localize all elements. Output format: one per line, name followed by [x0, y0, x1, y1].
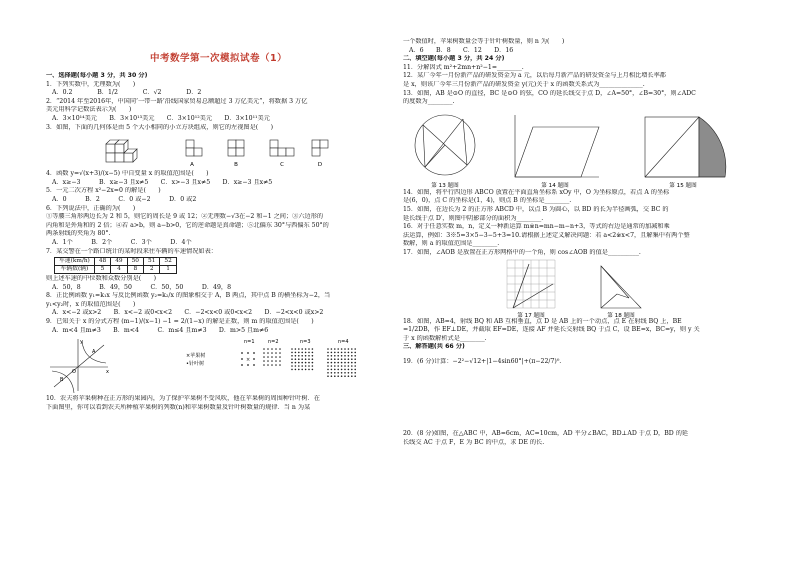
question-16-line-2: 法运算，例如：3※5=3×5−3−5+3=10.请根据上述定义解决问题：若 a<2※x<7，且解集中有两个整 — [403, 231, 690, 239]
question-19: 19．(6 分)计算：−2²−√12+|1−4sin60°|+(π−22/7)⁰. — [403, 357, 562, 365]
tree-dot — [301, 359, 303, 361]
tree-dot — [267, 360, 269, 362]
tree-dot — [344, 348, 346, 350]
question-4: 4．函数 y=√(x+3)/(x−5) 中自变量 x 的取值范围是( ) — [46, 170, 209, 178]
tree-dot — [279, 364, 281, 366]
question-5-options: A．0 B．2 C．0 或−2 D．0 或2 — [52, 195, 197, 203]
view-option-d — [312, 140, 328, 156]
tree-dot — [331, 362, 333, 364]
tree-dot — [295, 359, 297, 361]
table-header-cell: 车辆数(辆) — [55, 266, 95, 274]
tree-dot — [341, 352, 343, 354]
tree-dot — [351, 352, 353, 354]
tree-dot — [348, 352, 350, 354]
tree-dot — [344, 362, 346, 364]
caption-fig15: 第 15 题图 — [669, 182, 697, 189]
tree-dot — [327, 369, 329, 371]
tree-grid-n2 — [263, 348, 281, 366]
tree-dot — [308, 355, 310, 357]
view-option-c — [270, 140, 294, 156]
tree-dot — [301, 352, 303, 354]
question-16-line-1: 16．对于任意实数 m，n，定义一种新运算 m※n=mn−m−n+3，等式的右边是通常的加减和乘 — [403, 223, 670, 231]
geometry-figures-row — [403, 107, 755, 189]
question-2-line-1: 2．“2014 年至2016年，中国同‘一带一路’沿线国家贸易总额超过 3 万亿美元”，将数据 3 万亿 — [46, 97, 308, 105]
tree-dot — [327, 355, 329, 357]
tree-dot — [263, 364, 265, 366]
tree-dot — [312, 362, 314, 364]
tree-dot — [267, 348, 269, 350]
question-18-line-3: 于 x 的函数解析式是________. — [403, 334, 487, 342]
table-cell: 49 — [111, 258, 127, 266]
tree-dot — [354, 355, 356, 357]
tree-dot — [341, 365, 343, 367]
question-9-options: A．m<4 且m≠3 B．m<4 C．m≤4 且m≠3 D．m>5 且m≠6 — [52, 326, 269, 334]
tree-dot — [351, 348, 353, 350]
question-5: 5．一元二次方程 x²−2x=0 的解是( ) — [46, 187, 161, 195]
axis-y-label: y — [80, 339, 83, 346]
tree-dot — [298, 355, 300, 357]
question-13-line-2: 的度数为________. — [403, 98, 455, 106]
tree-dot — [327, 365, 329, 367]
tree-dot — [344, 376, 346, 378]
tree-dot — [291, 355, 293, 357]
question-7: 7．某交警在一个路口统计的某时段来往车辆的车速情况如表： — [46, 247, 217, 255]
question-12-line-1: 12．某厂今年一月份新产品的研发资金为 a 元，以后每月新产品的研发资金与上月相比增长率都 — [403, 72, 666, 80]
question-6-line-3: 两条射线的夹角为 80°. — [46, 230, 111, 238]
question-10-line-2: 下面图里，你可以看到农夫所种植苹果树的列数(n)和苹果树数量及针叶树数量的规律．当 n 为某 — [46, 403, 311, 411]
grid-and-triangle-figures — [403, 258, 755, 318]
table-cell: 8 — [127, 266, 143, 274]
square-arc-figure — [645, 117, 726, 177]
tree-dot — [301, 369, 303, 371]
tree-dot — [267, 356, 269, 358]
tree-dot — [341, 348, 343, 350]
tree-dot — [334, 355, 336, 357]
tree-dot — [334, 359, 336, 361]
figures-13-15 — [403, 107, 755, 189]
question-4-options: A．x≥−3 B．x≥−3 且x≠5 C．x>−3 且x≠5 D．x≥−3 且x≠5 — [52, 178, 273, 186]
question-13-line-1: 13．如图，AB 是⊙O 的直径，BC 是⊙O 的弦，CO 的延长线交于点 D，∠A=50°，∠B=30°，则∠ADC — [403, 89, 696, 97]
legend-pine: •针叶树 — [186, 361, 204, 368]
tree-dot — [351, 376, 353, 378]
tree-dot — [305, 369, 307, 371]
question-6-line-1: ①等腰三角形两边长为 2 和 5，则它的周长是 9 或 12；②无理数−√3在−2 和−1 之间；③六边形的 — [46, 213, 324, 221]
tree-dot — [327, 348, 329, 350]
tree-dot — [354, 352, 356, 354]
tree-dot — [334, 372, 336, 374]
tree-dot — [341, 362, 343, 364]
question-8-line-2: y₁<y₂时，x 的取值范围是( ) — [46, 300, 136, 308]
tree-dot — [275, 352, 277, 354]
tree-dot — [334, 376, 336, 378]
tree-dot — [334, 362, 336, 364]
figures-9-10 — [46, 335, 391, 395]
table-cell: 51 — [144, 258, 160, 266]
tree-dot — [308, 369, 310, 371]
tree-dot — [298, 352, 300, 354]
tree-dot — [334, 348, 336, 350]
tree-dot — [337, 355, 339, 357]
function-and-tree-figures — [46, 335, 391, 395]
label-d: D — [317, 162, 323, 169]
axis-x-label: x — [106, 369, 109, 376]
n1-label: n=1 — [244, 339, 255, 346]
tree-dot — [334, 365, 336, 367]
tree-dot — [305, 355, 307, 357]
tree-dot — [331, 376, 333, 378]
tree-dot — [331, 352, 333, 354]
table-cell: 2 — [144, 266, 160, 274]
tree-dot — [263, 352, 265, 354]
tree-dot — [271, 356, 273, 358]
tree-dot — [327, 362, 329, 364]
question-18-line-2: =1/2DB，作 EF⊥DE，并截取 EF=DE，连接 AF 并延长交射线 BQ 于点 C，设 BE=x，BC=y，则 y 关 — [403, 326, 700, 334]
tree-dot — [344, 359, 346, 361]
tree-dot — [275, 348, 277, 350]
tree-dot — [344, 365, 346, 367]
tree-dot — [327, 372, 329, 374]
tree-dot — [344, 355, 346, 357]
tree-dot — [271, 360, 273, 362]
tree-dot — [337, 372, 339, 374]
question-6-options: A．1个 B．2个 C．3个 D．4个 — [52, 238, 192, 246]
tree-dot — [308, 348, 310, 350]
tree-dot — [295, 362, 297, 364]
question-12-line-2: 是 x，则该厂今年三月份新产品的研发资金 y(元)关于 x 的函数关系式为______________. — [403, 80, 645, 88]
tree-dot — [337, 359, 339, 361]
tree-dot — [308, 362, 310, 364]
tree-dot — [312, 355, 314, 357]
tree-dot — [348, 362, 350, 364]
question-9: 9．已知关于 x 的分式方程 (m−1)/(x−1) −1 = 2/(1−x) 的解是正数，则 m 的取值范围是( ) — [46, 318, 314, 326]
tree-dot — [308, 359, 310, 361]
tree-dot — [334, 369, 336, 371]
tree-dot — [344, 369, 346, 371]
tree-dot — [354, 348, 356, 350]
tree-dot — [341, 359, 343, 361]
tree-dot — [291, 348, 293, 350]
tree-dot — [305, 348, 307, 350]
tree-dot — [351, 355, 353, 357]
question-15-line-2: 延长线于点 D′，则图中阴影部分的面积为________. — [403, 214, 544, 222]
caption-fig17: 第 17 题图 — [517, 312, 545, 318]
tree-dot — [295, 348, 297, 350]
tree-dot — [351, 372, 353, 374]
tree-dot — [348, 372, 350, 374]
tree-grid-n4 — [327, 348, 356, 377]
caption-fig13: 第 13 题图 — [431, 182, 459, 189]
figures-17-18 — [403, 258, 755, 318]
table-cell: 5 — [94, 266, 110, 274]
table-cell: 48 — [94, 258, 110, 266]
tree-dot — [312, 348, 314, 350]
tree-dot — [312, 352, 314, 354]
circle-figure — [415, 115, 475, 175]
tree-dot — [312, 359, 314, 361]
question-1-options: A．0.2 B．1/2 C．√2 D．2 — [52, 89, 202, 97]
section-answer-header: 三、解答题(共 66 分) — [403, 343, 465, 351]
tree-dot — [351, 362, 353, 364]
tree-dot — [271, 364, 273, 366]
view-option-a — [186, 140, 202, 156]
tree-grid-n1 — [241, 352, 255, 366]
tree-dot — [354, 376, 356, 378]
tree-dot — [348, 376, 350, 378]
tree-dot — [305, 352, 307, 354]
question-6-line-2: 内角和是外角和的 2 倍；④若 a>b，则 a−b>0，它的逆命题是真命题；⑤北偏东 30°与西偏东 50°的 — [46, 221, 329, 229]
label-b: B — [234, 162, 238, 169]
tree-dot — [337, 352, 339, 354]
view-option-b — [228, 140, 244, 156]
question-3: 3．如图，下面的几何体是由 5 个大小相同的小立方块组成，则它的左视图是( ) — [46, 123, 274, 131]
caption-fig18: 第 18 题图 — [607, 312, 635, 318]
tree-dot — [331, 359, 333, 361]
tree-dot — [279, 360, 281, 362]
tree-dot — [331, 348, 333, 350]
tree-dot — [308, 352, 310, 354]
question-10-line-3: 一个数值时，苹果树数量会等于针叶树数量，则 n 为( ) — [403, 38, 565, 45]
n4-label: n=4 — [338, 339, 349, 346]
question-14-line-2: 是(6，0)，点 C 的坐标是(1，4)，则点 B 的坐标是________. — [403, 197, 572, 205]
question-18-line-1: 18．如图，AB=4，射线 BQ 和 AB 互相垂直，点 D 是 AB 上的一个动点，点 E 在射线 BQ 上，BE — [403, 317, 682, 325]
origin-label: O — [72, 369, 76, 376]
tree-dot — [308, 365, 310, 367]
label-a: A — [190, 162, 194, 169]
tree-dot — [351, 365, 353, 367]
tree-dot — [331, 372, 333, 374]
tree-dot — [351, 369, 353, 371]
tree-grid-n3 — [291, 348, 313, 370]
tree-dot — [312, 365, 314, 367]
tree-dot — [279, 356, 281, 358]
tree-dot — [263, 356, 265, 358]
tree-dot — [348, 369, 350, 371]
table-row — [55, 258, 177, 266]
tree-dot — [271, 348, 273, 350]
tree-dot — [344, 372, 346, 374]
tree-dot — [301, 355, 303, 357]
tree-dot — [295, 369, 297, 371]
tree-dot — [279, 352, 281, 354]
question-8-options: A．x<−2 或x>2 B．x<−2 或0<x<2 C．−2<x<0 或0<x<2 D．−2<x<0 或x>2 — [52, 309, 324, 317]
exam-title: 中考数学第一次模拟试卷（1） — [150, 53, 288, 64]
triangle-figure — [601, 266, 641, 308]
question-6: 6．下列说法中，正确的为( ) — [46, 204, 136, 212]
question-2-options: A．3×10¹⁴美元 B．3×10¹³美元 C．3×10¹²美元 D．3×10¹¹美元 — [52, 114, 270, 122]
table-header-cell: 车速(km/h) — [55, 258, 95, 266]
question-15-line-1: 15．如图，在边长为 2 的正方形 ABCD 中，以点 B 为圆心，以 BD 的长为半径画弧，交 BC 的 — [403, 205, 669, 213]
section-choice-header: 一、选择题(每小题 3 分，共 30 分) — [46, 72, 148, 79]
question-7-options: A．50，8 B．49，50 C．50，50 D．49，8 — [52, 283, 232, 291]
question-8-line-1: 8．正比例函数 y₁=k₁x 与反比例函数 y₂=k₂/x 的图象相交于 A，B 两点，其中点 B 的横坐标为−2，当 — [46, 292, 331, 300]
question-20-line-2: 长线交 AC 于点 F，E 为 BC 的中点，求 DE 的长. — [403, 439, 545, 447]
tree-dot — [354, 369, 356, 371]
question-20-line-1: 20．(8 分)如图，在△ABC 中，AB=6cm，AC=10cm，AD 平分∠BAC，BD⊥AD 于点 D，BD 的延 — [403, 430, 689, 438]
tree-dot — [341, 372, 343, 374]
parallelogram-figure — [515, 115, 599, 177]
tree-dot — [354, 362, 356, 364]
question-16-line-3: 数解，则 a 的取值范围是________. — [403, 240, 500, 248]
point-a-label: A — [92, 349, 96, 356]
table-cell: 52 — [160, 258, 176, 266]
question-10-options: A．6 B．8 C．12 D．16 — [409, 46, 514, 54]
question-11: 11．分解因式 m²+2mn+n²−1=________. — [403, 63, 524, 71]
question-7-followup: 则上述车速的中位数和众数分别是( ) — [46, 275, 157, 283]
tree-dot — [327, 376, 329, 378]
tree-dot — [351, 359, 353, 361]
tree-dot — [291, 359, 293, 361]
tree-dot — [354, 372, 356, 374]
tree-dot — [337, 348, 339, 350]
tree-dot — [291, 352, 293, 354]
tree-dot — [271, 352, 273, 354]
tree-dot — [348, 359, 350, 361]
tree-dot — [298, 359, 300, 361]
tree-dot — [291, 369, 293, 371]
tree-dot — [295, 365, 297, 367]
tree-dot — [354, 365, 356, 367]
caption-fig14: 第 14 题图 — [541, 182, 569, 189]
svg-text:×: × — [246, 357, 251, 364]
tree-dot — [337, 362, 339, 364]
tree-dot — [301, 362, 303, 364]
tree-dot — [327, 352, 329, 354]
tree-dot — [298, 365, 300, 367]
tree-dot — [267, 352, 269, 354]
tree-legend — [186, 352, 205, 367]
tree-dot — [275, 360, 277, 362]
question-3-figures — [46, 132, 391, 170]
tree-dot — [295, 355, 297, 357]
tree-dot — [337, 365, 339, 367]
tree-dot — [348, 348, 350, 350]
legend-apple: ×苹果树 — [186, 353, 206, 360]
tree-dot — [331, 369, 333, 371]
tree-dot — [267, 364, 269, 366]
label-c: C — [280, 162, 284, 169]
tree-dot — [337, 369, 339, 371]
table-cell: 1 — [160, 266, 176, 274]
table-row — [55, 266, 177, 274]
n3-label: n=3 — [300, 339, 311, 346]
left-view-options-figure — [46, 132, 391, 170]
cube-solid-figure — [106, 140, 137, 162]
tree-dot — [348, 355, 350, 357]
table-cell: 50 — [127, 258, 143, 266]
tree-dot — [298, 369, 300, 371]
tree-dot — [301, 348, 303, 350]
tree-dot — [344, 352, 346, 354]
tree-dot — [331, 365, 333, 367]
tree-dot — [341, 369, 343, 371]
tree-dot — [305, 365, 307, 367]
tree-dot — [337, 376, 339, 378]
tree-dot — [341, 355, 343, 357]
tree-dot — [334, 352, 336, 354]
speed-table — [54, 257, 177, 274]
tree-dot — [298, 348, 300, 350]
tree-dot — [275, 356, 277, 358]
tree-dot — [275, 364, 277, 366]
tree-dot — [295, 352, 297, 354]
left-column — [46, 44, 391, 412]
tree-dot — [298, 362, 300, 364]
tree-dot — [312, 369, 314, 371]
right-column — [403, 38, 755, 448]
tree-dot — [263, 360, 265, 362]
tree-dot — [305, 362, 307, 364]
tree-dot — [341, 376, 343, 378]
n2-label: n=2 — [268, 339, 279, 346]
square-grid-figure — [507, 260, 555, 308]
tree-dot — [279, 348, 281, 350]
question-1: 1．下列实数中，无理数为( ) — [46, 80, 136, 88]
tree-dot — [291, 362, 293, 364]
tree-dot — [348, 365, 350, 367]
hyperbola-graph — [50, 339, 108, 393]
question-14-line-1: 14．如图，将平行四边形 ABCO 放置在平面直角坐标系 xOy 中，O 为坐标原点，若点 A 的坐标 — [403, 188, 670, 196]
tree-dot — [354, 359, 356, 361]
tree-dot — [305, 359, 307, 361]
tree-dot — [331, 355, 333, 357]
tree-dot — [291, 365, 293, 367]
question-17: 17．如图，∠AOB 是放置在正方形网格中的一个角，则 cos∠AOB 的值是__________. — [403, 248, 641, 256]
tree-dot — [327, 359, 329, 361]
table-cell: 4 — [111, 266, 127, 274]
tree-dot — [301, 365, 303, 367]
question-2-line-2: 美元用科学记数法表示为( ) — [46, 106, 132, 114]
point-b-label: B — [60, 377, 64, 384]
question-10-line-1: 10．农夫将苹果树种在正方形的果园内，为了保护苹果树不受风吹，他在苹果树的周围种针叶树．在 — [46, 395, 320, 403]
section-fill-header: 二、填空题(每小题 3 分，共 24 分) — [403, 55, 505, 63]
tree-dot — [263, 348, 265, 350]
